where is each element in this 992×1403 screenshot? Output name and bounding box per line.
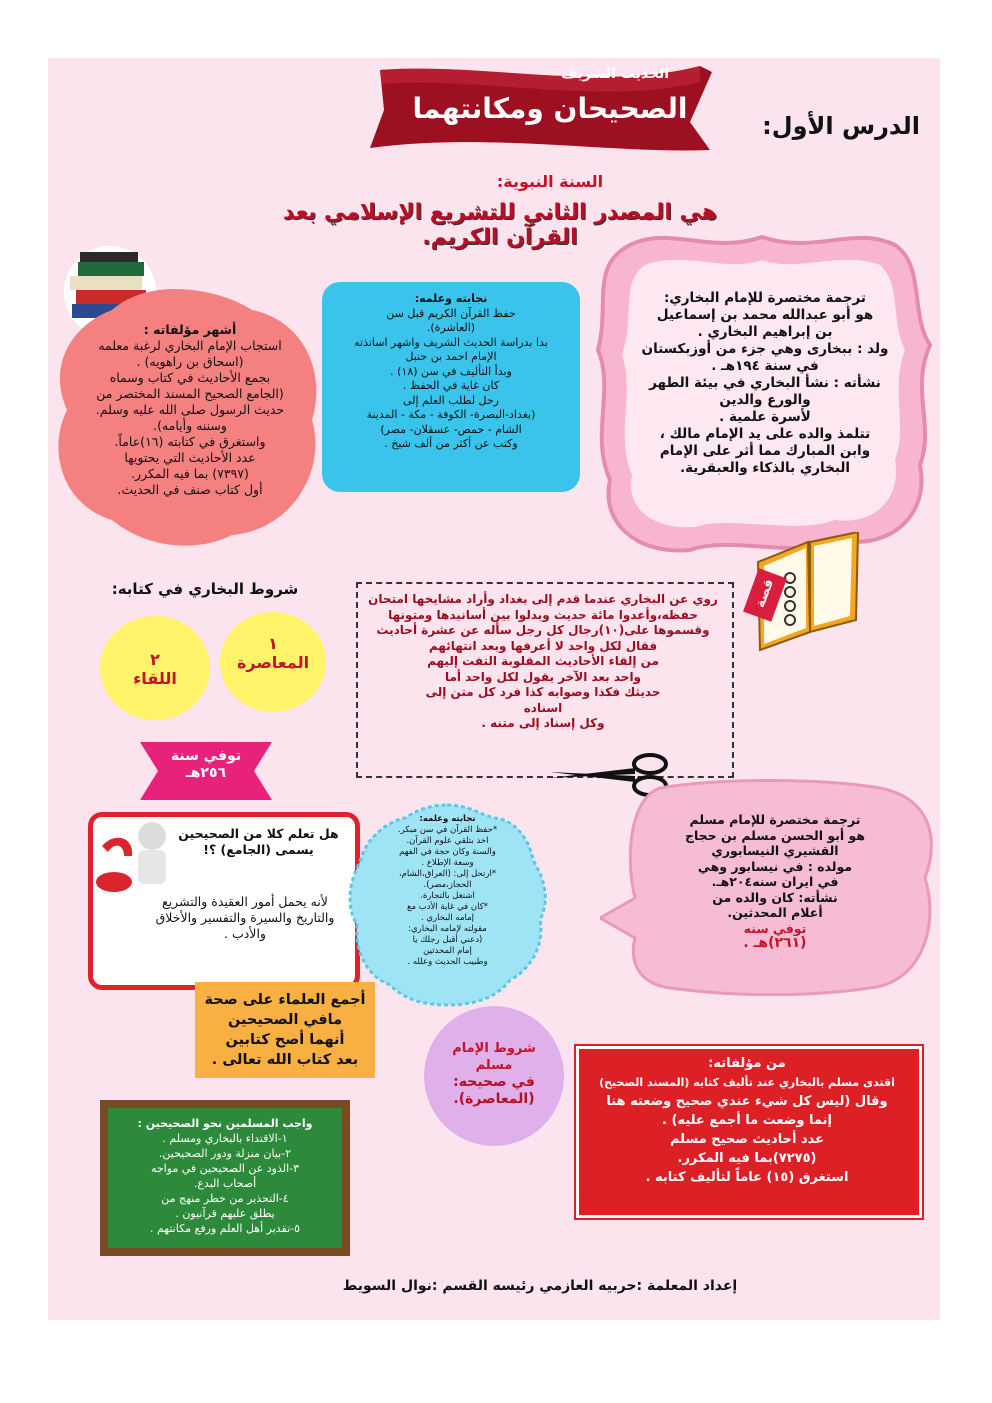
mcond-line3: في صحيحه:	[453, 1074, 535, 1090]
mworks-line: اقتدى مسلم بالبخاري عند تأليف كتابه (المسند الصحيح)	[599, 1076, 895, 1089]
duty-line: ١-الاقتداء بالبخاري ومسلم .	[162, 1132, 288, 1145]
mbio-line: ترجمة مختصرة للإمام مسلم	[689, 812, 861, 827]
mnujaba-line: الحجاز،مصر).	[423, 880, 472, 890]
story-line: من إلقاء الأحاديث المقلوبة التفت إليهم	[427, 654, 659, 668]
sunna-definition: هي المصدر الثاني للتشريع الإسلامي بعد القرآن الكريم.	[282, 200, 718, 250]
mcond-line1: شروط الإمام	[452, 1041, 536, 1056]
story-line: حديثك فكذا وصوابه كذا فرد كل متن إلى	[425, 685, 661, 699]
works-line: بجمع الأحاديث في كتاب وسماه	[109, 370, 271, 385]
consensus-line: أنهما أصح كتابين	[225, 1032, 345, 1048]
duty-line: يطلق عليهم قرآنيون .	[175, 1207, 275, 1220]
bukhari-conditions-heading: شروط البخاري في كتابه:	[111, 580, 299, 598]
mcond-line2: مسلم	[475, 1058, 513, 1073]
mnujaba-line: وطبيب الحديث وعلله .	[407, 957, 488, 967]
nujaba-line: نجابته وعلمه:	[414, 292, 488, 305]
consensus-line: مافي الصحيحين	[227, 1012, 343, 1028]
lesson-label: الدرس الأول:	[762, 112, 920, 140]
bio-line: ولد : ببخارى وهي جزء من أوزبكستان	[641, 341, 889, 357]
works-line: أشهر مؤلفاته :	[143, 322, 237, 337]
condition-2	[100, 650, 210, 688]
mnujaba-line: *كان في غاية الأدب مع	[406, 902, 489, 912]
mnujaba-line: *حفظ القرآن في سن مبكر.	[397, 825, 498, 835]
mcond-line4: (المعاصرة).	[453, 1091, 535, 1107]
story-tag: قصة	[752, 577, 778, 610]
mnujaba-line: إمامه البخاري .	[420, 913, 475, 923]
mworks-line: عدد أحاديث صحيح مسلم	[669, 1132, 825, 1147]
nujaba-line: حفظ القرآن الكريم قبل سن	[386, 306, 516, 320]
mbio-line: هو أبو الحسن مسلم بن حجاج	[684, 827, 866, 843]
mnujaba-line: إمام المحدثين	[423, 946, 472, 956]
question-text: هل تعلم كلا من الصحيحين يسمى (الجامع) ؟!	[178, 826, 339, 857]
sunna-heading: السنة النبوية:	[496, 172, 604, 191]
mworks-line: (٧٢٧٥)بما فيه المكرر.	[677, 1151, 817, 1166]
mnujaba-line: وسعة الإطلاع .	[421, 858, 474, 868]
works-line: (٧٣٩٧) بما فيه المكرر.	[131, 466, 249, 481]
story-line: روي عن البخاري عندما قدم إلى بغداد وأراد مشايخها امتحان	[368, 592, 718, 606]
nujaba-line: وبدأ التأليف في سن (١٨) .	[390, 364, 512, 378]
works-line: أول كتاب صنف في الحديث.	[117, 482, 263, 497]
condition-1-label: المعاصرة	[236, 653, 310, 672]
mworks-line: استغرق (١٥) عاماً لتأليف كتابه .	[645, 1170, 849, 1185]
condition-1	[220, 634, 326, 672]
condition-1-number: ١	[268, 634, 278, 653]
bio-line: نشأته : نشأ البخاري في بيئة الطهر	[649, 375, 881, 391]
mbio-line: أعلام المحدثين.	[727, 905, 823, 920]
story-line: وقسموها على(١٠)رجال كل رجل سأله عن عشرة أحاديث	[376, 623, 710, 637]
mworks-line: من مؤلفاته:	[708, 1056, 786, 1071]
mnujaba-line: اشتغل بالتجارة.	[420, 891, 475, 901]
bio-line: تتلمذ والده على يد الإمام مالك ،	[659, 426, 871, 442]
mnujaba-line: والسنة وكان حجة في الفهم	[399, 847, 496, 857]
mnujaba-line: مقولته لإمامه البخاري:	[408, 924, 487, 934]
story-line: واحد بعد الآخر يقول لكل واحد أما	[444, 669, 642, 684]
consensus-text	[198, 990, 372, 1070]
mbio-line: مولده : في نيسابور وهي	[697, 858, 853, 874]
condition-2-number: ٢	[150, 650, 160, 669]
muslim-conditions	[430, 1040, 558, 1108]
bio-line: والورع والدين	[719, 392, 811, 408]
bio-line: لأسرة علمية .	[719, 409, 811, 425]
footer-credit: إعداد المعلمة :حربيه العازمي رئيسه القسم :نوال السويط	[342, 1278, 738, 1294]
story-text	[364, 592, 722, 732]
muslim-bio	[650, 812, 900, 952]
mnujaba-line: نجابته وعلمه:	[419, 814, 476, 824]
mbio-line: نشأته: كان والده من	[712, 889, 838, 905]
mbio-line: القشيري النيسابوري	[711, 843, 839, 858]
consensus-line: أجمع العلماء على صحة	[204, 992, 366, 1008]
works-line: واستغرق في كتابته (١٦)عاماً.	[114, 434, 266, 449]
bukhari-bio	[620, 290, 910, 477]
story-line: حفظه،وأعدوا مائة حديث وبدلوا بين أسانيدها ومتونها	[388, 607, 698, 622]
death-bukhari-line1: توفي سنة	[170, 748, 242, 764]
muslim-nujaba	[375, 814, 520, 968]
consensus-line: بعد كتاب الله تعالى .	[211, 1052, 359, 1068]
bio-line: بن إبراهيم البخاري .	[697, 324, 833, 340]
bio-line: وابن المبارك مما أثر على الإمام	[659, 443, 871, 459]
nujaba-line: رحل لطلب العلم إلى	[402, 393, 499, 407]
duty-line: ٣-الذود عن الصحيحين في مواجه	[150, 1162, 300, 1175]
mworks-line: وقال (ليس كل شيء عندي صحيح وضعته هنا	[606, 1094, 888, 1109]
works-line: وسننه وأيامه).	[153, 418, 227, 433]
story-line: فقال لكل واحد لا أعرفها وبعد انتهائهم	[428, 638, 658, 653]
mnujaba-line: اخذ بتلقي علوم القرآن.	[406, 836, 489, 846]
nujaba-line: وكتب عن أكثر من ألف شيخ .	[384, 437, 518, 450]
question-answer: لأنه يحمل أمور العقيدة والتشريع والتاريخ والسيرة والتفسير والأخلاق والأدب .	[155, 894, 335, 941]
condition-2-label: اللقاء	[133, 669, 177, 688]
muslim-death-1: توفي سنه	[743, 920, 807, 936]
bukhari-nujaba	[332, 292, 570, 452]
story-line: وكل إسناد إلى متنه .	[481, 716, 605, 730]
duty-line: واجب المسلمين نحو الصحيحين :	[137, 1117, 313, 1130]
works-line: استجاب الإمام البخاري لرغبة معلمه	[98, 338, 282, 353]
bukhari-works	[70, 322, 310, 498]
works-line: عدد الأحاديث التي يحتويها	[124, 450, 256, 465]
duty-line: ٢-بيان منزلة ودور الصحيحين.	[158, 1147, 292, 1160]
bio-line: البخاري بالذكاء والعبقرية.	[679, 460, 851, 476]
duty-line: أصحاب البدع.	[193, 1177, 257, 1190]
nujaba-line: كان غاية في الحفظ .	[402, 379, 500, 392]
bio-line: في سنة ١٩٤هـ .	[711, 358, 819, 374]
works-line: حديث الرسول صلى الله عليه وسلم.	[95, 402, 285, 417]
nujaba-line: (العاشرة).	[426, 321, 476, 334]
works-line: (اسحاق بن راهويه) .	[136, 354, 244, 369]
death-bukhari-line2: ٢٥٦هـ	[185, 765, 227, 781]
story-line: اسناده	[523, 700, 563, 715]
mworks-line: إنما وضعت ما أجمع عليه) .	[662, 1113, 832, 1128]
muslim-death-2: (٢٦١)هـ .	[743, 935, 807, 951]
nujaba-line: (بغداد-البصرة- الكوفة - مكة - المدينة	[366, 408, 536, 421]
bio-line: ترجمة مختصرة للإمام البخاري:	[664, 290, 866, 306]
mbio-line: في ايران سنه٢٠٤هـ.	[711, 874, 839, 889]
mnujaba-line: *ارتحل إلى: (العراق،الشام،	[398, 869, 497, 879]
bio-line: هو أبو عبدالله محمد بن إسماعيل	[656, 307, 874, 323]
duty-line: ٥-تقدير أهل العلم ورفع مكانتهم .	[149, 1222, 301, 1235]
works-line: (الجامع الصحيح المسند المختصر من	[96, 386, 284, 401]
nujaba-line: بدا بدراسة الحديث الشريف واشهر اساتذته	[354, 335, 548, 349]
nujaba-line: الإمام احمد بن حنبل	[405, 350, 497, 363]
death-bukhari	[150, 748, 262, 782]
mnujaba-line: (دعني أقبل رجلك يا	[412, 935, 483, 945]
nujaba-line: الشام - حمص- عسقلان- مصر)	[380, 422, 522, 436]
duty-text	[112, 1116, 338, 1236]
muslim-works	[584, 1054, 910, 1187]
ribbon-title: الصحيحان ومكانتهما	[412, 92, 688, 125]
duty-line: ٤-التحذير من خطر منهج من	[161, 1192, 289, 1205]
ribbon-subtitle: الحديث الشريف	[560, 66, 670, 82]
